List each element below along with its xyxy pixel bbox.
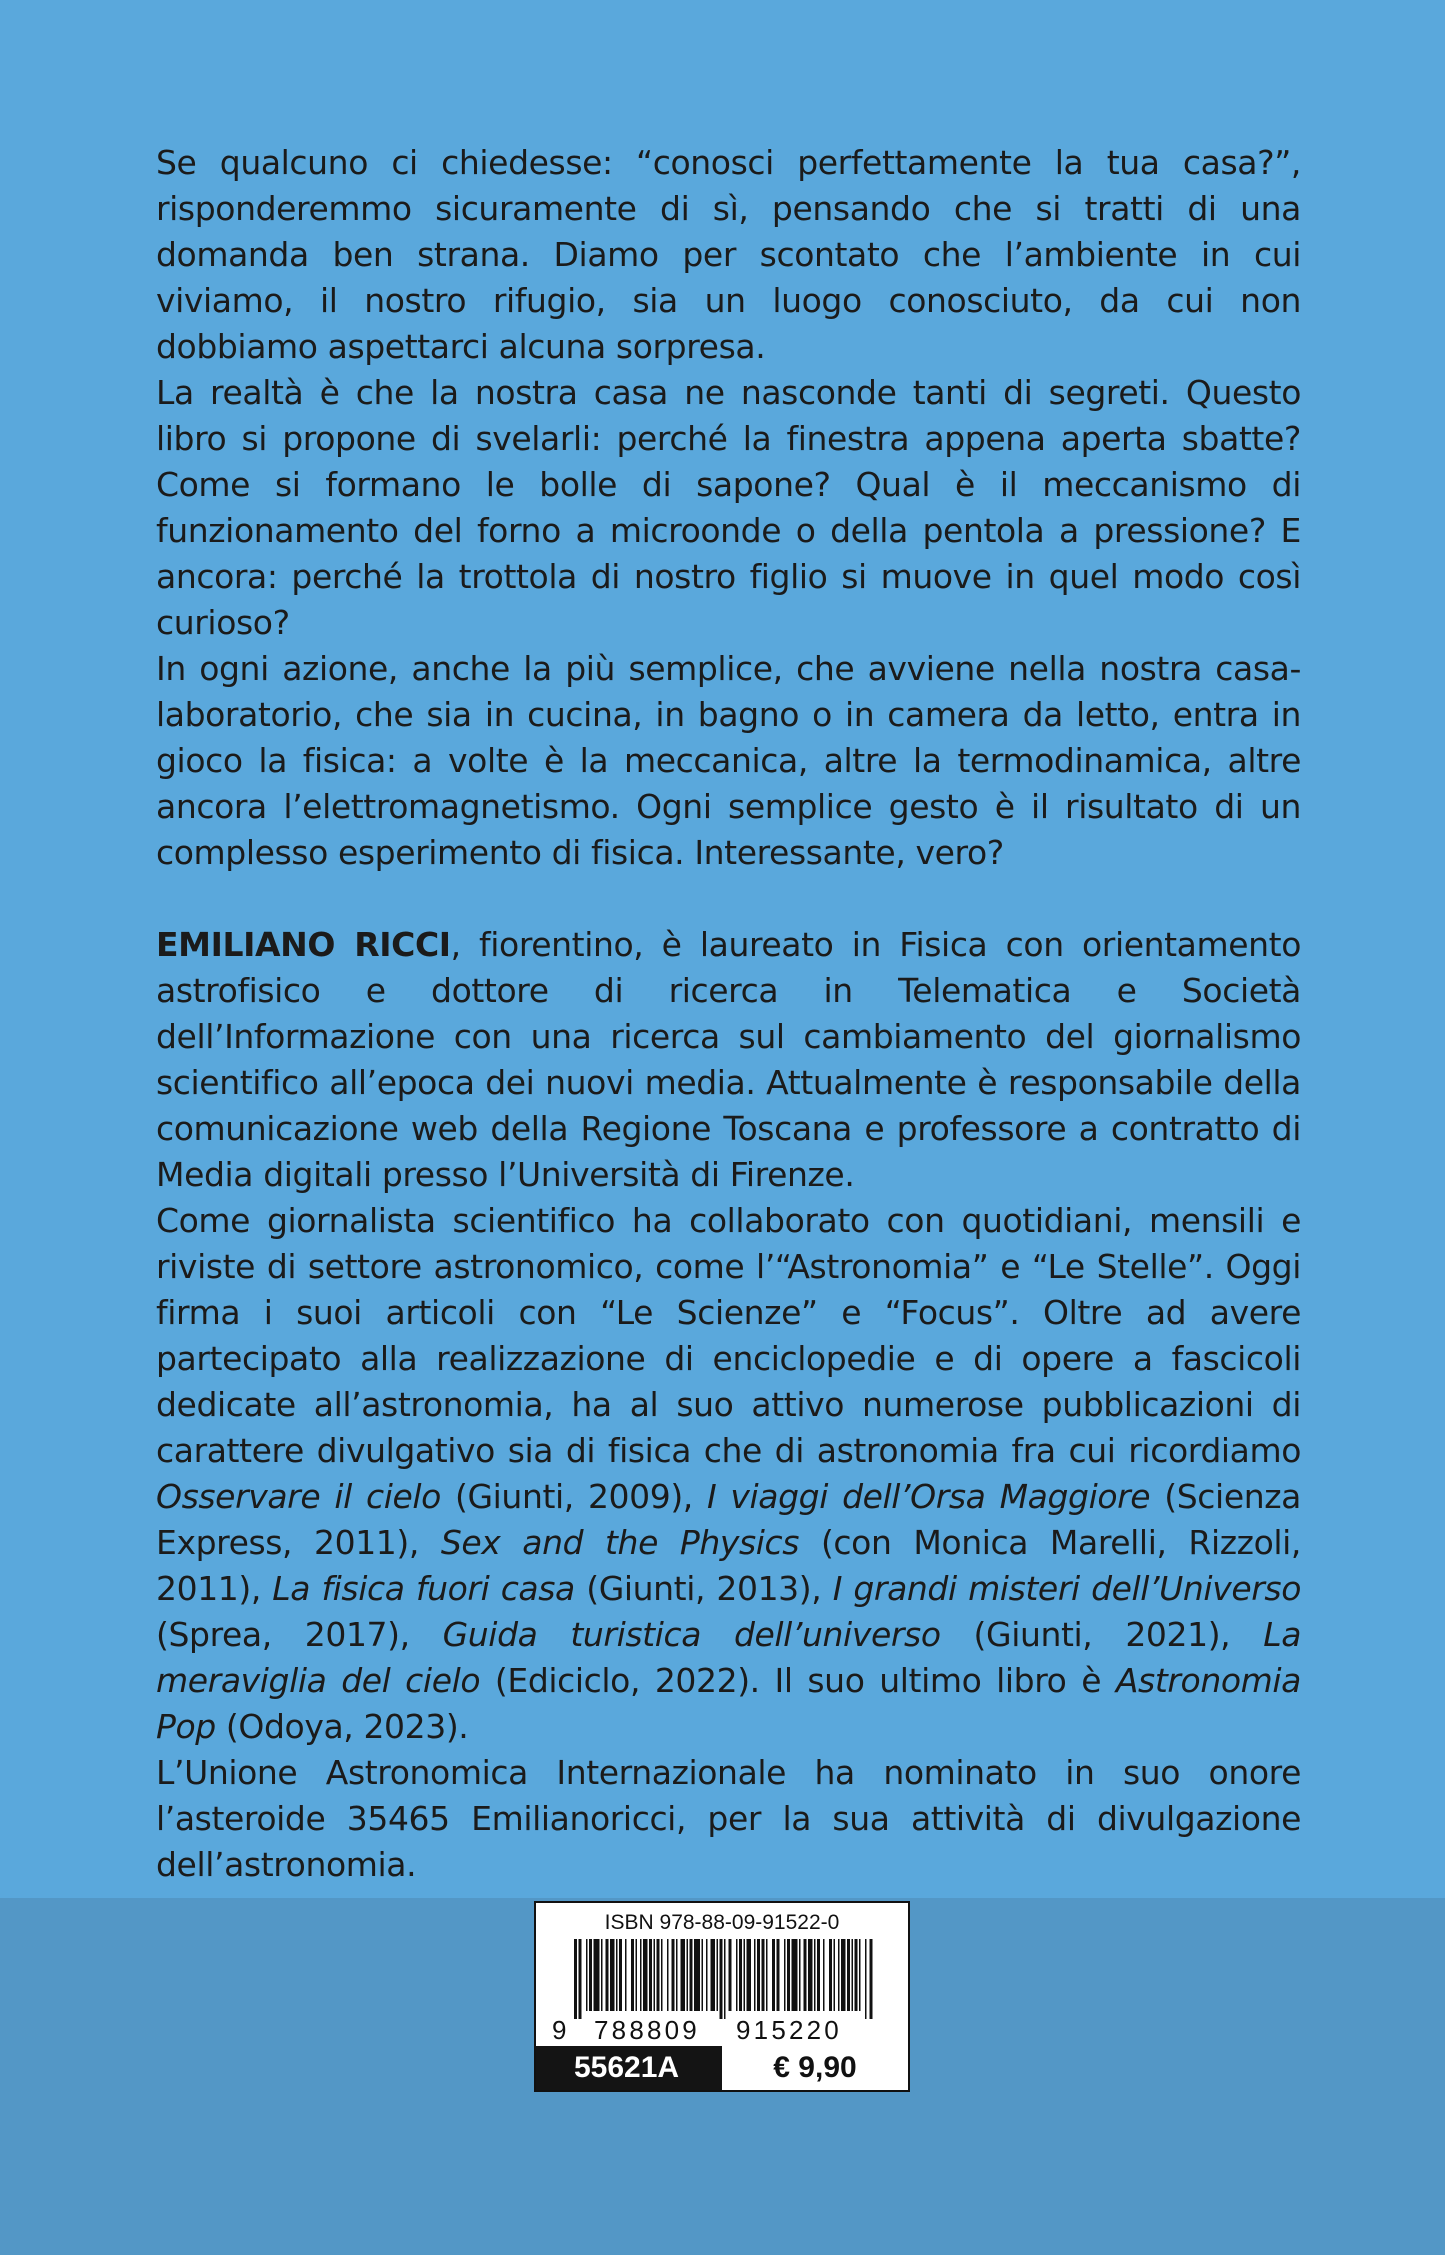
- barcode-bar: [865, 1939, 867, 2019]
- barcode-bar: [804, 1939, 807, 2011]
- barcode-bar: [687, 1939, 689, 2011]
- book-publisher: (Sprea, 2017),: [156, 1615, 443, 1654]
- book-publisher: (Giunti, 2021),: [940, 1615, 1264, 1654]
- barcode-bar: [729, 1939, 732, 2011]
- barcode-bar: [619, 1939, 622, 2011]
- barcode-label: [534, 1901, 910, 2092]
- barcode-bar: [676, 1939, 678, 2011]
- barcode-bar: [616, 1939, 618, 2011]
- barcode-bar: [739, 1939, 742, 2011]
- book-publisher: (con Monica Marelli, Rizzoli, 2011),: [156, 1523, 1301, 1608]
- barcode-bar: [808, 1939, 813, 2011]
- barcode-bar: [694, 1939, 700, 2011]
- barcode-bar: [855, 1939, 858, 2011]
- barcode-bar: [589, 1939, 592, 2011]
- bio-text-1: , fiorentino, è laureato in Fisica con orientamento astrofisico e dottore di ricerca in Telematica e Società dell’Informazione con una ricerca sul cambiamento del giornalismo scientifico all’epoca dei nuovi media. Attualmente è responsabile della comunicazione web della Regione Toscana e professore a contratto di Media digitali presso l’Università di Firenze.: [156, 925, 1301, 1194]
- barcode-bar: [672, 1939, 675, 2011]
- barcode-bar: [640, 1939, 642, 2011]
- barcode-bar: [690, 1939, 693, 2011]
- ean-left-group: 788809: [594, 2015, 700, 2045]
- barcode-bar: [834, 1939, 836, 2011]
- barcode-bar: [829, 1939, 832, 2011]
- barcode-bar: [841, 1939, 846, 2011]
- book-title: La fisica fuori casa: [272, 1569, 575, 1608]
- barcode-bar: [852, 1939, 854, 2011]
- book-title: La meraviglia del cielo: [156, 1615, 1302, 1700]
- barcode-bar: [579, 1939, 582, 2019]
- price: € 9,90: [773, 2051, 857, 2084]
- barcode-bar: [654, 1939, 656, 2011]
- barcode-bar: [594, 1939, 600, 2011]
- book-title: Astronomia Pop: [156, 1661, 1301, 1746]
- barcode-bar: [643, 1939, 648, 2011]
- barcode-bar: [636, 1939, 638, 2011]
- ean-right-group: 915220: [736, 2015, 842, 2045]
- barcode-bar: [720, 1939, 723, 2019]
- barcode-bar: [784, 1939, 786, 2011]
- price-row: [536, 2046, 908, 2090]
- barcode-bar: [847, 1939, 850, 2011]
- barcode-bar: [631, 1939, 634, 2011]
- product-code: 55621A: [536, 2046, 722, 2090]
- back-cover-text: [156, 140, 1301, 1888]
- book-publisher: (Ediciclo, 2022). Il suo ultimo libro è: [480, 1661, 1116, 1700]
- ean-first-digit: 9: [552, 2015, 567, 2045]
- barcode-bar: [610, 1939, 615, 2011]
- blurb-paragraph-1: Se qualcuno ci chiedesse: “conosci perfettamente la tua casa?”, risponderemmo sicuramente di sì, pensando che si tratti di una domanda ben strana. Diamo per scontato che l’ambiente in cui viviamo, il nostro rifugio, sia un luogo conosciuto, da cui non dobbiamo aspettarci alcuna sorpresa.: [156, 143, 1301, 366]
- barcode-bar: [586, 1939, 588, 2011]
- blurb-paragraph-2: La realtà è che la nostra casa ne nasconde tanti di segreti. Questo libro si propone di svelarli: perché la finestra appena aperta sbatte? Come si formano le bolle di sapone? Qual è il meccanismo di funzionamento del forno a microonde o della pentola a pressione? E ancora: perché la trottola di nostro figlio si muove in quel modo così curioso?: [156, 373, 1301, 642]
- barcode-bar: [744, 1939, 746, 2011]
- barcode-bar: [747, 1939, 752, 2011]
- barcode-bar: [649, 1939, 652, 2011]
- blurb-paragraph-3: In ogni azione, anche la più semplice, che avviene nella nostra casa-laboratorio, che sia in cucina, in bagno o in camera da letto, entra in gioco la fisica: a volte è la meccanica, altre la termodinamica, altre ancora l’elettromagnetismo. Ogni semplice gesto è il risultato di un complesso esperimento di fisica. Interessante, vero?: [156, 649, 1301, 872]
- book-title: I viaggi dell’Orsa Maggiore: [706, 1477, 1151, 1516]
- book-title: Osservare il cielo: [156, 1477, 441, 1516]
- barcode-bar: [766, 1939, 768, 2011]
- barcode-bar: [681, 1939, 686, 2011]
- bio-paragraph-2: [156, 1198, 1301, 1750]
- barcode-bar: [838, 1939, 840, 2011]
- book-publisher: (Odoya, 2023).: [215, 1707, 469, 1746]
- barcode-bar: [574, 1939, 577, 2019]
- barcode-icon: [574, 1939, 874, 2019]
- barcode-bar: [787, 1939, 790, 2011]
- bio-paragraph-3: L’Unione Astronomica Internazionale ha nominato in suo onore l’asteroide 35465 Emilianoricci, per la sua attività di divulgazione dell’astronomia.: [156, 1753, 1301, 1884]
- barcode-bar: [777, 1939, 780, 2011]
- book-publisher: (Giunti, 2009),: [440, 1477, 707, 1516]
- barcode-bar: [667, 1939, 669, 2011]
- barcode-bar: [772, 1939, 775, 2011]
- isbn-text: ISBN 978-88-09-91522-0: [604, 1911, 840, 1934]
- barcode-bar: [757, 1939, 760, 2011]
- barcode-bar: [736, 1939, 738, 2011]
- barcode-bar: [792, 1939, 798, 2011]
- barcode-bar: [817, 1939, 820, 2011]
- book-title: Guida turistica dell’universo: [442, 1615, 941, 1654]
- bio-text-2: Come giornalista scientifico ha collaborato con quotidiani, mensili e riviste di settore astronomico, come l’“Astronomia” e “Le Stelle”. Oggi firma i suoi articoli con “Le Scienze” e “Focus”. Oltre ad avere partecipato alla realizzazione di enciclopedie e di opere a fascicoli dedicate all’astronomia, ha al suo attivo numerose pubblicazioni di carattere divulgativo sia di fisica che di astronomia fra cui ricordiamo: [156, 1201, 1301, 1470]
- barcode-bar: [711, 1939, 716, 2011]
- book-publisher: (Giunti, 2013),: [574, 1569, 833, 1608]
- barcode-bar: [762, 1939, 765, 2011]
- barcode-bar: [606, 1939, 609, 2011]
- barcode-bar: [717, 1939, 719, 2011]
- author-name: EMILIANO RICCI: [156, 925, 451, 964]
- barcode-bar: [823, 1939, 825, 2011]
- book-title: I grandi misteri dell’Universo: [832, 1569, 1301, 1608]
- book-publisher: (Scienza Express, 2011),: [156, 1477, 1301, 1562]
- book-title: Sex and the Physics: [440, 1523, 800, 1562]
- paragraph-gap: [156, 876, 1301, 922]
- bio-paragraph-1: [156, 922, 1301, 1198]
- barcode-bar: [799, 1939, 801, 2011]
- barcode-bar: [859, 1939, 861, 2011]
- barcode-bar: [754, 1939, 756, 2011]
- barcode-bar: [870, 1939, 873, 2019]
- barcode-bar: [657, 1939, 660, 2011]
- barcode-bar: [706, 1939, 708, 2011]
- barcode-bar: [601, 1939, 603, 2011]
- barcode-bar: [814, 1939, 816, 2011]
- barcode-bar: [702, 1939, 704, 2011]
- barcode-bar: [625, 1939, 627, 2011]
- barcode-bar: [724, 1939, 726, 2019]
- barcode-bar: [661, 1939, 663, 2011]
